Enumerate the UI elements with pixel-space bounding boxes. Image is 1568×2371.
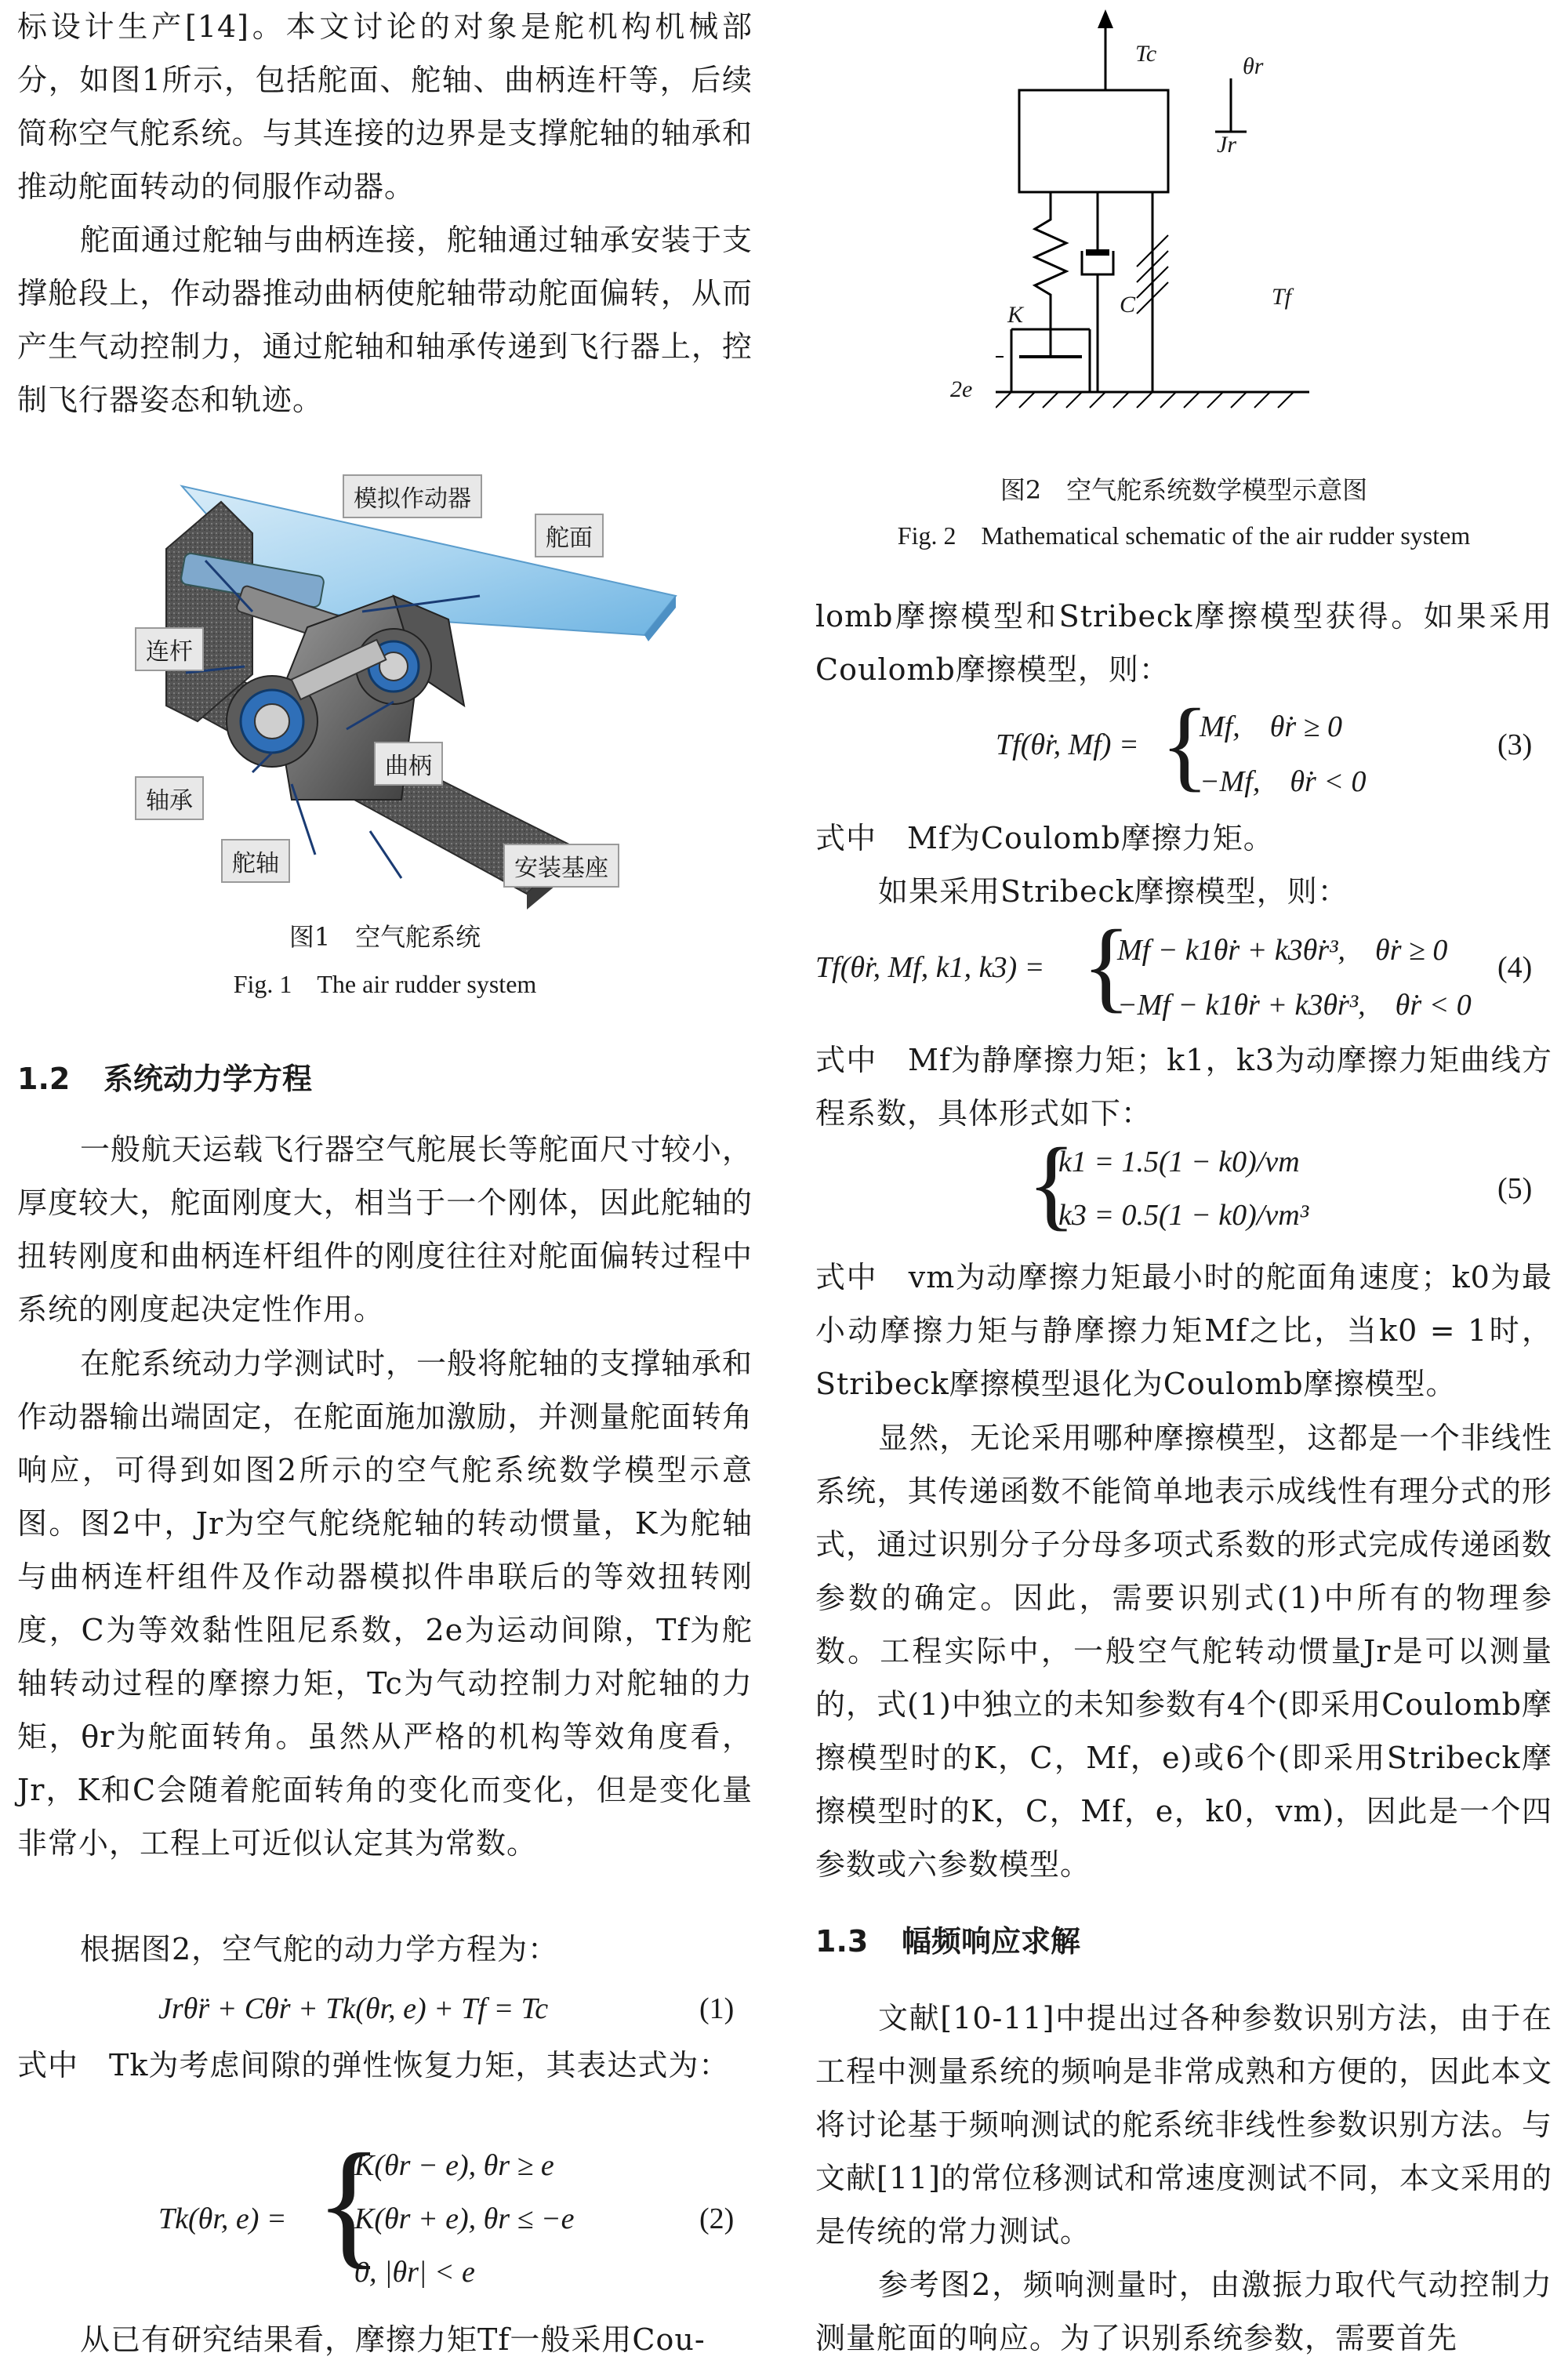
equation-3-number: (3): [1497, 728, 1533, 761]
callout-linkage: 连杆: [135, 627, 204, 671]
paragraph-k1-k3-def: 式中 Mf为静摩擦力矩；k1，k3为动摩擦力矩曲线方程系数，具体形式如下：: [815, 1043, 1552, 1131]
section-title: 幅频响应求解: [902, 1924, 1081, 1959]
callout-base: 安装基座: [503, 844, 619, 888]
equation-5-number: (5): [1497, 1172, 1533, 1205]
equation-2-brace: {: [315, 2125, 383, 2281]
equation-1-number: (1): [699, 1992, 735, 2025]
callout-bearing: 轴承: [135, 776, 204, 820]
paragraph-eq-intro: 根据图2，空气舵的动力学方程为：: [80, 1932, 559, 1966]
label-tc: Tc: [1135, 41, 1157, 67]
equation-2-lhs: Tk(θr, e) =: [158, 2202, 287, 2235]
paragraph-rudder-structure: 舵面通过舵轴与曲柄连接，舵轴通过轴承安装于支撑舱段上，作动器推动曲柄使舵轴带动舵面偏转，从而产生气动控制力，通过舵轴和轴承传递到飞行器上，控制飞行器姿态和轨迹。: [17, 223, 753, 417]
paragraph-mf-def: 式中 Mf为Coulomb摩擦力矩。: [815, 821, 1274, 855]
paragraph-tk-def: 式中 Tk为考虑间隙的弹性恢复力矩，其表达式为：: [17, 2048, 730, 2082]
callout-shaft: 舵轴: [221, 839, 290, 883]
equation-4-case-2: −Mf − k1θ̇r + k3θ̇r³, θ̇r < 0: [1117, 989, 1472, 1022]
paragraph-stribeck-intro: 如果采用Stribeck摩擦模型，则：: [878, 874, 1348, 909]
paragraph-dynamics-test: 在舵系统动力学测试时，一般将舵轴的支撑轴承和作动器输出端固定，在舵面施加激励，并测量舵面转角响应，可得到如图2所示的空气舵系统数学模型示意图。图2中，Jr为空气舵绕舵轴的转动惯量，K为舵轴与曲柄连杆组件及作动器模拟件串联后的等效扭转刚度，C为等效黏性阻尼系数，2e为运动间隙，Tf为舵轴转动过程的摩擦力矩，Tc为气动控制力对舵轴的力矩，θr为舵面转角。虽然从严格的机构等效角度看，Jr，K和C会随着舵面转角的变化而变化，但是变化量非常小，工程上可近似认定其为常数。: [17, 1346, 753, 1861]
callout-actuator: 模拟作动器: [343, 474, 482, 518]
paragraph-vm-k0-def: 式中 vm为动摩擦力矩最小时的舵面角速度；k0为最小动摩擦力矩与静摩擦力矩Mf之比，当k0 = 1时，Stribeck摩擦模型退化为Coulomb摩擦模型。: [815, 1260, 1552, 1401]
figure-2-caption-cn: 图2 空气舵系统数学模型示意图: [1000, 475, 1368, 505]
equation-3-case-1: Mf, θ̇r ≥ 0: [1200, 710, 1343, 743]
section-number: 1.3: [815, 1924, 869, 1959]
equation-4-case-1: Mf − k1θ̇r + k3θ̇r³, θ̇r ≥ 0: [1117, 934, 1448, 967]
equation-3-case-2: −Mf, θ̇r < 0: [1200, 765, 1367, 798]
figure-1-caption-en: Fig. 1 The air rudder system: [233, 970, 537, 998]
paragraph-coulomb-intro: lomb摩擦模型和Stribeck摩擦模型获得。如果采用Coulomb摩擦模型，则：: [815, 599, 1552, 687]
callout-rudder-fin: 舵面: [535, 514, 604, 557]
label-theta-r: θr: [1243, 53, 1264, 79]
figure-2-caption-en: Fig. 2 Mathematical schematic of the air rudder system: [897, 521, 1471, 550]
figure-2-schematic: [996, 0, 1403, 463]
paragraph-identification-methods: 文献[10-11]中提出过各种参数识别方法，由于在工程中测量系统的频响是非常成熟和方便的，因此本文将讨论基于频响测试的舵系统非线性参数识别方法。与文献[11]的常位移测试和常速度测试不同，本文采用的是传统的常力测试。: [815, 2001, 1553, 2249]
section-number: 1.2: [17, 1062, 71, 1096]
section-1-3-heading: [815, 1917, 1080, 1960]
section-1-2-heading: [17, 1055, 312, 1098]
schematic-diagram: [996, 0, 1403, 463]
label-tf: Tf: [1272, 284, 1292, 310]
equation-5-case-1: k1 = 1.5(1 − k0)/vm: [1058, 1146, 1300, 1178]
equation-4-lhs: Tf(θ̇r, Mf, k1, k3) =: [815, 951, 1045, 984]
paragraph-friction-intro: 从已有研究结果看，摩擦力矩Tf一般采用Cou-: [80, 2322, 706, 2357]
label-k: K: [1007, 302, 1024, 328]
label-jr: Jr: [1217, 132, 1236, 158]
equation-1: Jrθ̈r + Cθ̇r + Tk(θr, e) + Tf = Tc: [158, 1992, 549, 2025]
paragraph-intro: 标设计生产[14]。本文讨论的对象是舵机构机械部分，如图1所示，包括舵面、舵轴、曲柄连杆等，后续简称空气舵系统。与其连接的边界是支撑舵轴的轴承和推动舵面转动的伺服作动器。: [17, 9, 753, 204]
equation-2-number: (2): [699, 2202, 735, 2235]
section-title: 系统动力学方程: [103, 1062, 313, 1096]
equation-5-case-2: k3 = 0.5(1 − k0)/vm³: [1058, 1199, 1309, 1232]
paragraph-rigid-body: 一般航天运载飞行器空气舵展长等舵面尺寸较小，厚度较大，舵面刚度大，相当于一个刚体，因此舵轴的扭转刚度和曲柄连杆组件的刚度往往对舵面偏转过程中系统的刚度起决定性作用。: [17, 1132, 753, 1327]
figure-1-caption-cn: 图1 空气舵系统: [289, 922, 481, 952]
equation-4-brace: {: [1082, 910, 1131, 1022]
equation-2-case-3: 0, |θr| < e: [354, 2256, 475, 2289]
equation-3-brace: {: [1160, 688, 1210, 801]
label-c: C: [1120, 292, 1136, 318]
paragraph-freq-response: 参考图2，频响测量时，由激振力取代气动控制力测量舵面的响应。为了识别系统参数，需要首先: [815, 2268, 1552, 2355]
equation-2-case-2: K(θr + e), θr ≤ −e: [354, 2202, 575, 2235]
label-2e: 2e: [950, 376, 973, 402]
equation-4-number: (4): [1497, 951, 1533, 984]
paragraph-nonlinear-system: 显然，无论采用哪种摩擦模型，这都是一个非线性系统，其传递函数不能简单地表示成线性有理分式的形式，通过识别分子分母多项式系数的形式完成传递函数参数的确定。因此，需要识别式(1)中所有的物理参数。工程实际中，一般空气舵转动惯量Jr是可以测量的，式(1)中独立的未知参数有4个(即采用Coulomb摩擦模型时的K，C，Mf，e)或6个(即采用Stribeck摩擦模型时的K，C，Mf，e，k0，vm)，因此是一个四参数或六参数模型。: [815, 1421, 1552, 1882]
equation-5-brace: {: [1027, 1127, 1076, 1240]
equation-2-case-1: K(θr − e), θr ≥ e: [354, 2149, 554, 2182]
callout-crank: 曲柄: [374, 742, 443, 786]
equation-3-lhs: Tf(θ̇r, Mf) =: [996, 728, 1139, 761]
